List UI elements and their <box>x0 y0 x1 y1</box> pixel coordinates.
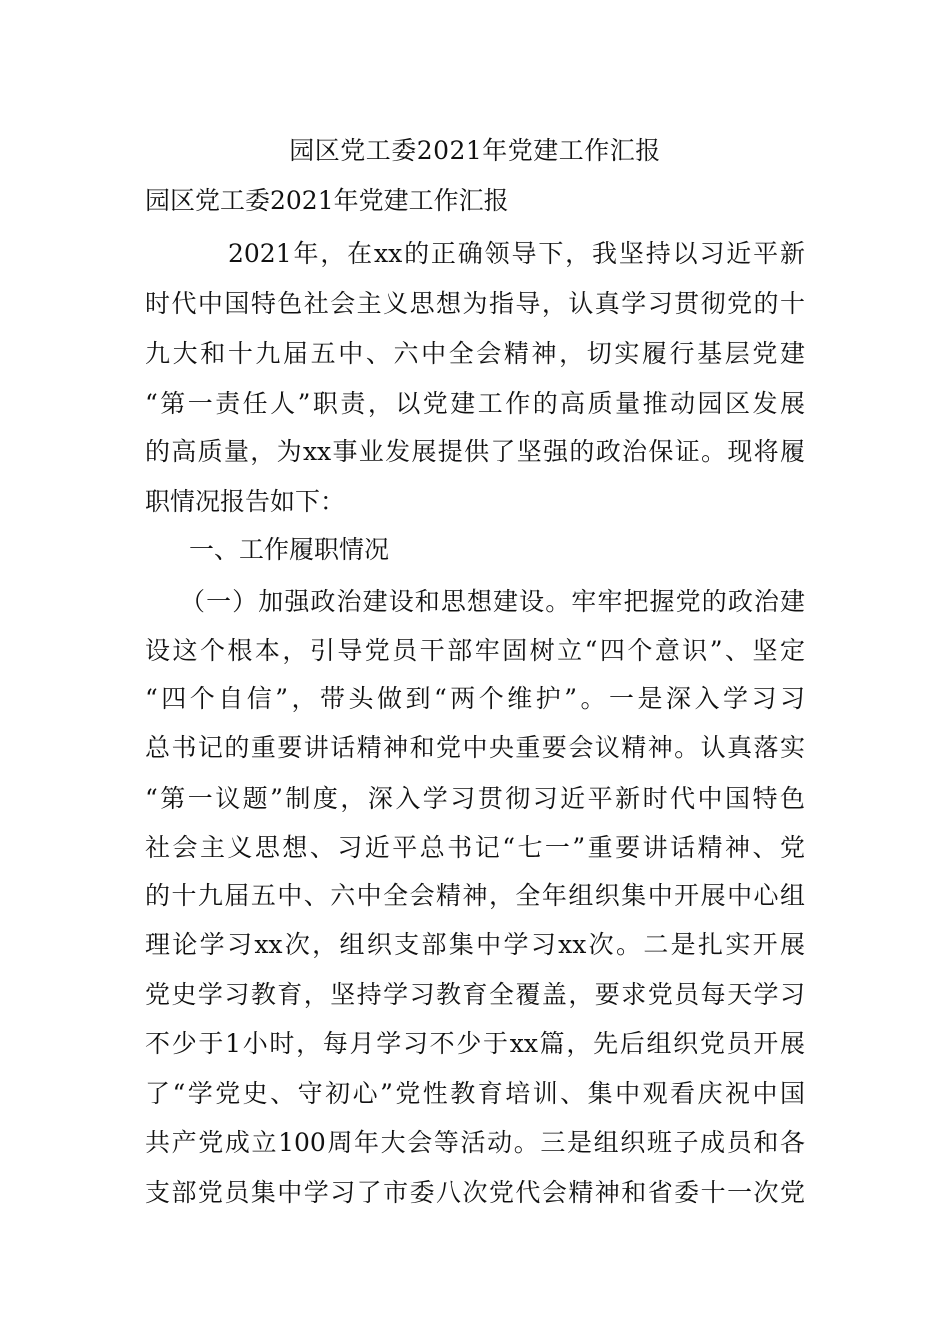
paragraph-line: 2021年，在xx的正确领导下，我坚持以习近平新 <box>228 239 805 268</box>
section-heading: 一、工作履职情况 <box>189 535 390 564</box>
document-subtitle: 园区党工委2021年党建工作汇报 <box>145 186 509 215</box>
paragraph-line: 的高质量，为xx事业发展提供了坚强的政治保证。现将履 <box>145 437 805 466</box>
paragraph-line: 职情况报告如下： <box>145 487 346 516</box>
document-title: 园区党工委2021年党建工作汇报 <box>289 136 661 165</box>
paragraph-line: 总书记的重要讲话精神和党中央重要会议精神。认真落实 <box>145 733 805 762</box>
paragraph-line: 共产党成立100周年大会等活动。三是组织班子成员和各 <box>145 1128 805 1157</box>
paragraph-line: “第一责任人”职责，以党建工作的高质量推动园区发展 <box>145 389 805 418</box>
paragraph-line: （一）加强政治建设和思想建设。牢牢把握党的政治建 <box>180 587 805 616</box>
paragraph-line: 支部党员集中学习了市委八次党代会精神和省委十一次党 <box>145 1178 805 1207</box>
paragraph-line: 社会主义思想、习近平总书记“七一”重要讲话精神、党 <box>145 833 805 862</box>
paragraph-line: “第一议题”制度，深入学习贯彻习近平新时代中国特色 <box>145 784 805 813</box>
paragraph-line: 党史学习教育，坚持学习教育全覆盖，要求党员每天学习 <box>145 980 805 1009</box>
paragraph-line: 理论学习xx次，组织支部集中学习xx次。二是扎实开展 <box>145 930 805 959</box>
paragraph-line: 设这个根本，引导党员干部牢固树立“四个意识”、坚定 <box>145 636 805 665</box>
paragraph-line: 了“学党史、守初心”党性教育培训、集中观看庆祝中国 <box>145 1079 805 1108</box>
paragraph-line: 时代中国特色社会主义思想为指导，认真学习贯彻党的十 <box>145 289 805 318</box>
paragraph-line: 的十九届五中、六中全会精神，全年组织集中开展中心组 <box>145 881 805 910</box>
paragraph-line: 不少于1小时，每月学习不少于xx篇，先后组织党员开展 <box>145 1029 805 1058</box>
paragraph-line: “四个自信”，带头做到“两个维护”。一是深入学习习 <box>145 684 805 713</box>
paragraph-line: 九大和十九届五中、六中全会精神，切实履行基层党建 <box>145 339 805 368</box>
